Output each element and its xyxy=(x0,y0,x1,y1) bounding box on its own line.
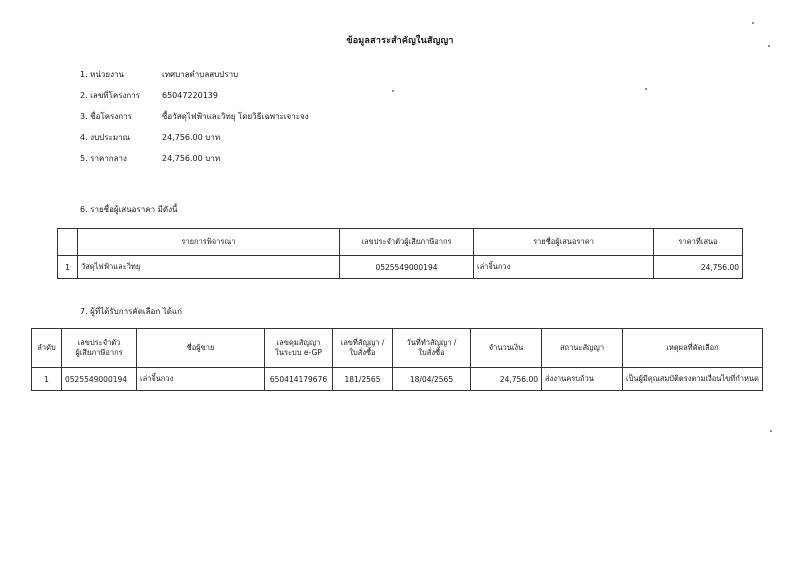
bidders-table xyxy=(57,228,743,279)
col-header: ราคาที่เสนอ xyxy=(654,229,743,256)
selected-vendor-table xyxy=(31,328,763,391)
cell-price: 24,756.00 xyxy=(654,256,743,279)
cell-contract-date: 18/04/2565 xyxy=(393,368,471,391)
section-7-heading: 7. ผู้ที่ได้รับการคัดเลือก ได้แก่ xyxy=(80,307,182,316)
info-value: เทศบาลตำบลสบปราบ xyxy=(162,70,239,79)
cell-amount: 24,756.00 xyxy=(471,368,542,391)
info-value: ซื้อวัสดุไฟฟ้าและวิทยุ โดยวิธีเฉพาะเจาะจง xyxy=(162,112,309,121)
info-row-median-price xyxy=(80,148,309,169)
col-header: เหตุผลที่คัดเลือก xyxy=(623,329,763,368)
scan-speck xyxy=(392,90,394,92)
project-info-list xyxy=(80,64,309,169)
info-row-project-number xyxy=(80,85,309,106)
info-row-budget xyxy=(80,127,309,148)
col-header: เลขที่สัญญา / ใบสั่งซื้อ xyxy=(333,329,393,368)
cell-tax-id: 0525549000194 xyxy=(340,256,474,279)
section-6-heading: 6. รายชื่อผู้เสนอราคา มีดังนี้ xyxy=(80,205,178,214)
col-header: เลขประจำตัว ผู้เสียภาษีอากร xyxy=(62,329,137,368)
cell-item: วัสดุไฟฟ้าและวิทยุ xyxy=(78,256,340,279)
scan-speck xyxy=(770,430,772,432)
col-header: สถานะสัญญา xyxy=(542,329,623,368)
info-value: 24,756.00 บาท xyxy=(162,133,221,142)
col-header: ชื่อผู้ขาย xyxy=(137,329,265,368)
cell-reason: เป็นผู้มีคุณสมบัติตรงตามเงื่อนไขที่กำหนด xyxy=(623,368,763,391)
info-label: 3. ชื่อโครงการ xyxy=(80,112,132,121)
col-header: รายชื่อผู้เสนอราคา xyxy=(474,229,654,256)
col-header: ลำดับ xyxy=(32,329,62,368)
scan-speck xyxy=(752,22,754,24)
col-header: รายการพิจารณา xyxy=(78,229,340,256)
info-value: 65047220139 xyxy=(162,91,218,100)
cell-contract-number: 181/2565 xyxy=(333,368,393,391)
cell-tax-id: 0525549000194 xyxy=(62,368,137,391)
scan-speck xyxy=(645,88,647,90)
table-header-row xyxy=(58,229,743,256)
col-header: เลขคุมสัญญา ในระบบ e-GP xyxy=(265,329,333,368)
col-header: วันที่ทำสัญญา / ใบสั่งซื้อ xyxy=(393,329,471,368)
info-row-project-name xyxy=(80,106,309,127)
info-row-agency xyxy=(80,64,309,85)
cell-index: 1 xyxy=(32,368,62,391)
scan-speck xyxy=(768,45,770,47)
info-label: 5. ราคากลาง xyxy=(80,154,127,163)
cell-egp-number: 650414179676 xyxy=(265,368,333,391)
table-row xyxy=(58,256,743,279)
col-header: จำนวนเงิน xyxy=(471,329,542,368)
col-header: เลขประจำตัวผู้เสียภาษีอากร xyxy=(340,229,474,256)
document-title: ข้อมูลสาระสำคัญในสัญญา xyxy=(346,36,454,46)
cell-bidder: เล่าจิ้นกวง xyxy=(474,256,654,279)
cell-status: ส่งงานครบถ้วน xyxy=(542,368,623,391)
info-label: 2. เลขที่โครงการ xyxy=(80,91,141,100)
info-label: 4. งบประมาณ xyxy=(80,133,131,142)
col-header xyxy=(58,229,78,256)
cell-index: 1 xyxy=(58,256,78,279)
table-header-row xyxy=(32,329,763,368)
cell-vendor: เล่าจิ้นกวง xyxy=(137,368,265,391)
table-row xyxy=(32,368,763,391)
info-label: 1. หน่วยงาน xyxy=(80,70,124,79)
info-value: 24,756.00 บาท xyxy=(162,154,221,163)
